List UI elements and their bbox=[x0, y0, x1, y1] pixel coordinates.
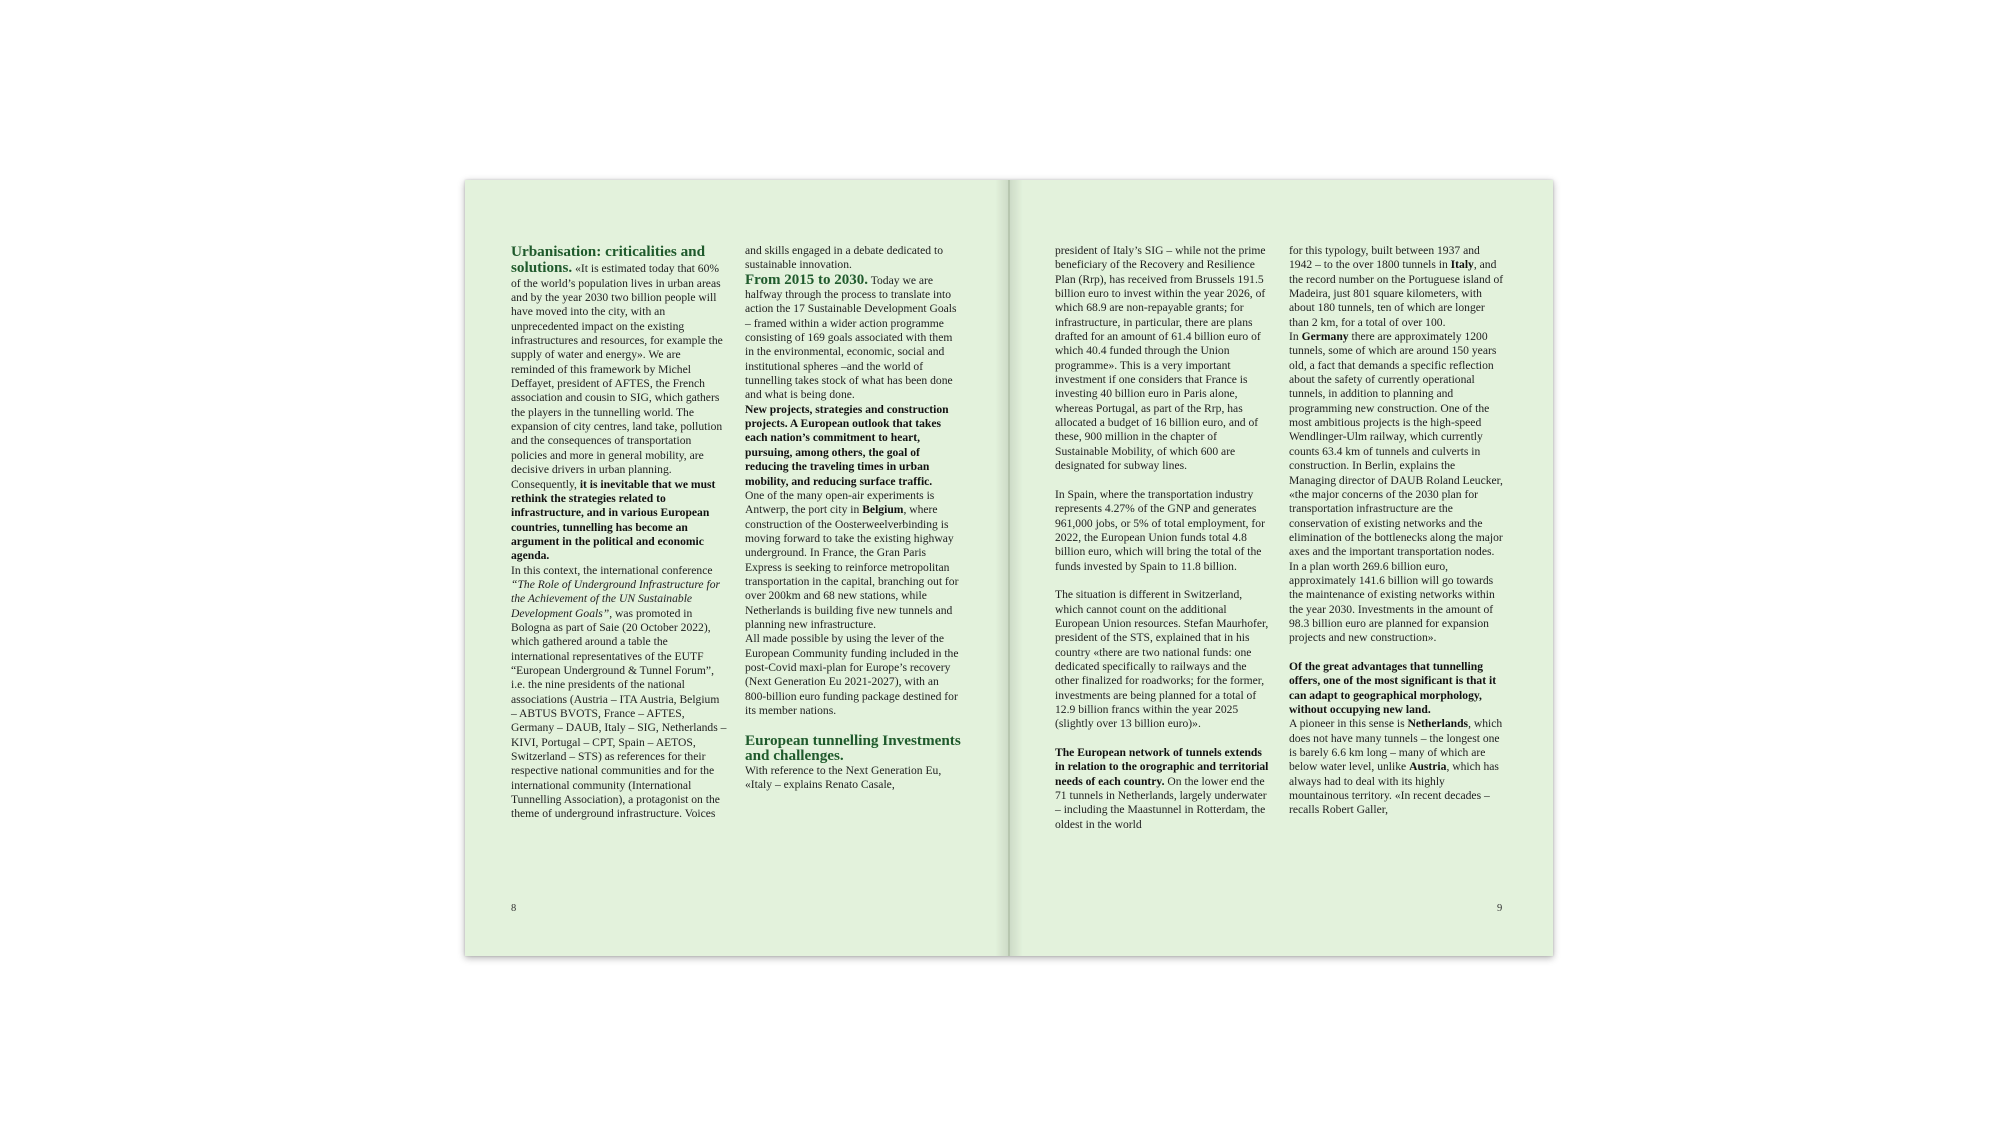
page-number-left: 8 bbox=[511, 903, 517, 914]
col2-antwerp-text: , where construction of the Oosterweelverbinding is moving forward to take the existing highway underground. In France, the Gran Paris Express is seeking to reinforce metropolitan transportation in the capital, branching out for over 200km and 68 new stations, while Netherlands is building five new tunnels and planning new infrastructure. bbox=[745, 503, 959, 631]
col2-sdg-text: Today we are halfway through the process to translate into action the 17 Sustainable Development Goals – framed within a wider action programme consisting of 169 goals associated with them in the environmental, economic, social and institutional spheres –and the world of tunnelling takes stock of what has been done and what is being done. bbox=[745, 273, 957, 402]
col2-paragraph-5: With reference to the Next Generation Eu, «Italy – explains Renato Casale, bbox=[745, 763, 942, 792]
col2-bold-block bbox=[745, 403, 961, 489]
col3-paragraph-network bbox=[1055, 746, 1271, 832]
col4-paragraph-1 bbox=[1289, 244, 1505, 330]
col2-antwerp-intro: One of the many open-air experiments is Antwerp, the port city in bbox=[745, 488, 935, 517]
col1-intro-text: «It is estimated today that 60% of the world’s population lives in urban areas and by the year 2030 two billion people will have moved into the city, with an unprecedented impact on the existing infrastructures and resources, for example the supply of water and energy». We are reminded of this framework by Michel Deffayet, president of AFTES, the French association and cousin to SIG, which gathers the players in the tunnelling world. The expansion of city centres, land take, pollution and the consequences of transportation policies and more in general mobility, are decisive drivers in urban planning. Consequently, bbox=[511, 262, 723, 491]
col4-bold-statement: Of the great advantages that tunnelling offers, one of the most significant is that it can adapt to geographical morphology, without occupying new land. bbox=[1289, 659, 1497, 716]
gutter-shadow-left bbox=[995, 180, 1009, 956]
col4-germany-intro: In bbox=[1289, 330, 1302, 344]
col3-bold-statement: The European network of tunnels extends in relation to the orographic and territorial needs of each country. bbox=[1055, 746, 1269, 788]
col1-conference-text: , was promoted in Bologna as part of Saie (20 October 2022), which gathered around a table the international representatives of the EUTF “European Underground & Tunnel Forum”, i.e. the nine presidents of the national associations (Austria – ITA Austria, Belgium – ABTUS BVOTS, France – AFTES, Germany – DAUB, Italy – SIG, Netherlands – KIVI, Portugal – CPT, Spain – AETOS, Switzerland – STS) as references for their respective national communities and for the international community (International Tunnelling Association), a protagonist on the theme of underground infrastructure. Voices bbox=[511, 606, 727, 821]
col4-typology-text: for this typology, built between 1937 and 1942 – to the over 1800 tunnels in bbox=[1289, 244, 1480, 272]
col2-paragraph-4: All made possible by using the lever of the European Community funding included in the post-Covid maxi-plan for Europe’s recovery (Next Generation Eu 2021-2027), with an 800-billion euro funding package destined for its member nations. bbox=[745, 632, 959, 717]
left-page-column-1 bbox=[511, 244, 727, 822]
country-belgium: Belgium bbox=[862, 503, 904, 517]
col4-paragraph-pioneer bbox=[1289, 717, 1505, 817]
gutter-shadow-right bbox=[1009, 180, 1023, 956]
right-page bbox=[1009, 180, 1553, 956]
col4-germany-text: there are approximately 1200 tunnels, some of which are around 150 years old, a fact that demands a specific reflection about the safety of currently operational tunnels, in addition to planning and programming new construction. One of the most ambitious projects is the high-speed Wendlinger-Ulm railway, which currently counts 63.4 km of tunnels and culverts in construction. In Berlin, explains the Managing director of DAUB Roland Leucker, «the major concerns of the 2030 plan for transportation infrastructure are the conservation of existing networks and the elimination of the bottlenecks along the major axes and the important transportation nodes. In a plan worth 269.6 billion euro, approximately 141.6 billion will go towards the maintenance of existing networks within the year 2030. Investments in the amount of 98.3 billion euro are planned for expansion projects and new construction». bbox=[1289, 330, 1503, 645]
col1-paragraph-2 bbox=[511, 564, 727, 822]
col1-paragraph-1 bbox=[511, 244, 727, 564]
country-netherlands: Netherlands bbox=[1407, 717, 1469, 731]
section-heading-european-tunnelling: European tunnelling Investments and challenges. bbox=[745, 731, 961, 765]
section-heading-2015-2030: From 2015 to 2030. bbox=[745, 271, 869, 288]
col2-paragraph-2 bbox=[745, 273, 961, 403]
col3-netherlands-text: On the lower end the 71 tunnels in Netherlands, largely underwater – including the Maastunnel in Rotterdam, the oldest in the world bbox=[1055, 774, 1267, 831]
country-germany: Germany bbox=[1301, 330, 1349, 344]
left-page bbox=[465, 180, 1009, 956]
col4-netherlands-text: , which does not have many tunnels – the longest one is barely 6.6 km long – many of which are below water level, unlike bbox=[1289, 717, 1503, 774]
magazine-spread bbox=[465, 180, 1553, 956]
left-page-column-2 bbox=[745, 244, 961, 792]
col4-madeira-text: , and the record number on the Portuguese island of Madeira, just 801 square kilometers, with about 180 tunnels, ten of which are longer than 2 km, for a total of over 100. bbox=[1289, 258, 1504, 329]
section-heading-urbanisation: Urbanisation: criticalities and solutions. bbox=[511, 243, 706, 277]
col4-pioneer-intro: A pioneer in this sense is bbox=[1289, 717, 1408, 731]
right-page-column-1 bbox=[1055, 244, 1271, 832]
book-gutter bbox=[1008, 180, 1010, 956]
col2-paragraph-1: and skills engaged in a debate dedicated to sustainable innovation. bbox=[745, 244, 943, 272]
conference-title: “The Role of Underground Infrastructure for the Achievement of the UN Sustainable Development Goals” bbox=[511, 577, 721, 620]
col4-austria-text: , which has always had to deal with its highly mountainous territory. «In recent decades – recalls Robert Galler, bbox=[1289, 760, 1499, 817]
col3-paragraph-spain: In Spain, where the transportation industry represents 4.27% of the GNP and generates 961,000 jobs, or 5% of total employment, for 2022, the European Union funds total 4.8 billion euro, which will bring the total of the funds invested by Spain to 11.8 billion. bbox=[1055, 487, 1265, 573]
country-austria: Austria bbox=[1409, 760, 1447, 774]
col1-conference-intro: In this context, the international conference bbox=[511, 563, 713, 577]
col2-bold-statement: New projects, strategies and construction projects. A European outlook that takes each nation’s commitment to heart, pursuing, among others, the goal of reducing the traveling times in urban mobility, and reducing surface traffic. bbox=[745, 402, 949, 488]
col3-paragraph-switzerland: The situation is different in Switzerland, which cannot count on the additional European Union resources. Stefan Maurhofer, president of the STS, explained that in his country «there are two national funds: one dedicated specifically to railways and the other finalized for roadworks; for the former, investments are being planned for a total of 12.9 billion francs within the year 2025 (slightly over 13 billion euro)». bbox=[1055, 588, 1269, 731]
page-number-right: 9 bbox=[1497, 903, 1503, 914]
country-italy: Italy bbox=[1450, 258, 1474, 272]
right-page-column-2 bbox=[1289, 244, 1505, 818]
col2-paragraph-3 bbox=[745, 489, 961, 632]
col1-bold-statement: it is inevitable that we must rethink the strategies related to infrastructure, and in various European countries, tunnelling has become an argument in the political and economic agenda. bbox=[511, 477, 716, 563]
col4-paragraph-germany bbox=[1289, 330, 1505, 646]
col4-bold-block bbox=[1289, 660, 1505, 717]
col3-paragraph-1: president of Italy’s SIG – while not the prime beneficiary of the Recovery and Resilience Plan (Rrp), has received from Brussels 191.5 billion euro to invest within the year 2026, of which 68.9 are non-repayable grants; for infrastructure, in particular, there are plans drafted for an amount of 61.4 billion euro of which 40.4 funded through the Union programme». This is a very important investment if one considers that France is investing 40 billion euro in Paris alone, whereas Portugal, as part of the Rrp, has allocated a budget of 16 billion euro, and of these, 900 million in the chapter of Sustainable Mobility, of which 600 are designated for subway lines. bbox=[1055, 244, 1266, 473]
